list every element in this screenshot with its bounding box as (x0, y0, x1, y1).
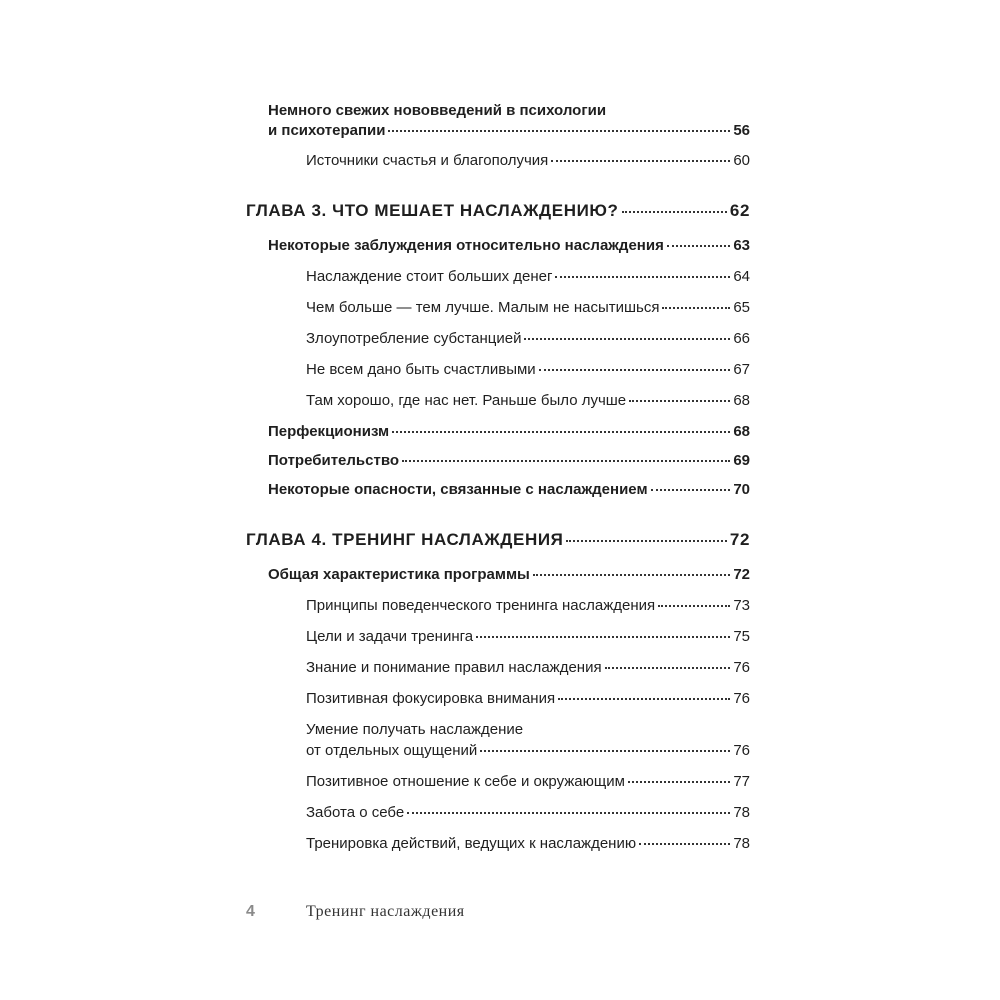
toc-entry (306, 392, 750, 410)
toc-entry (306, 268, 750, 286)
toc-entry-title: Позитивная фокусировка внимания (306, 690, 556, 707)
chapter-title: ГЛАВА 4. ТРЕНИНГ НАСЛАЖДЕНИЯ (246, 530, 564, 549)
toc-page-number: 66 (733, 330, 750, 347)
toc-page-number: 60 (733, 152, 750, 169)
toc-entry (306, 835, 750, 853)
dot-leader (551, 160, 730, 162)
dot-leader (539, 369, 731, 371)
dot-leader (629, 400, 730, 402)
footer-book-title: Тренинг наслаждения (306, 903, 465, 920)
toc-entry (268, 566, 750, 584)
toc-page-number: 69 (733, 452, 750, 469)
toc-entry (268, 423, 750, 441)
toc-page-number: 77 (733, 773, 750, 790)
toc-page-number: 68 (733, 392, 750, 409)
toc-entry-title: Источники счастья и благополучия (306, 152, 549, 169)
toc-entry (306, 773, 750, 791)
toc-entry-title: Некоторые опасности, связанные с наслаждением (268, 481, 648, 498)
toc-page-number: 56 (733, 122, 750, 139)
toc-entry-title: и психотерапии (268, 122, 386, 139)
toc-page-number: 63 (733, 237, 750, 254)
toc-entry-title: Наслаждение стоит больших денег (306, 268, 553, 285)
dot-leader (658, 605, 730, 607)
toc-entry (268, 481, 750, 499)
toc-page-number: 78 (733, 835, 750, 852)
chapter-title: ГЛАВА 3. ЧТО МЕШАЕТ НАСЛАЖДЕНИЮ? (246, 201, 619, 220)
toc-entry (306, 330, 750, 348)
toc-entry-title: Некоторые заблуждения относительно наслаждения (268, 237, 664, 254)
toc-entry-title: Тренировка действий, ведущих к наслаждению (306, 835, 637, 852)
toc-entry-title: Принципы поведенческого тренинга наслаждения (306, 597, 656, 614)
toc-entry (268, 237, 750, 255)
toc-entry (306, 628, 750, 646)
toc-entry-title: Злоупотребление субстанцией (306, 330, 522, 347)
dot-leader (476, 636, 730, 638)
toc-entry (306, 152, 750, 170)
toc-entry-title: Знание и понимание правил наслаждения (306, 659, 602, 676)
toc-entry (306, 690, 750, 708)
toc-entry (306, 659, 750, 677)
toc-page-number: 67 (733, 361, 750, 378)
toc-entry (306, 804, 750, 822)
toc-entry-title: Там хорошо, где нас нет. Раньше было лучше (306, 392, 627, 409)
chapter-heading (246, 202, 750, 220)
dot-leader (622, 211, 727, 213)
toc-entry-title: Чем больше — тем лучше. Малым не насытишься (306, 299, 660, 316)
toc-page-number: 76 (733, 690, 750, 707)
dot-leader (628, 781, 730, 783)
dot-leader (667, 245, 730, 247)
toc-page-number: 75 (733, 628, 750, 645)
toc-page-number: 76 (733, 659, 750, 676)
toc-page-number: 78 (733, 804, 750, 821)
toc-page-number: 70 (733, 481, 750, 498)
toc-page-number: 72 (729, 530, 750, 549)
toc-entry-title: Немного свежих нововведений в психологии (268, 102, 607, 119)
toc-page-number: 64 (733, 268, 750, 285)
toc-entry (306, 742, 750, 760)
toc-page-number: 68 (733, 423, 750, 440)
dot-leader (651, 489, 731, 491)
dot-leader (605, 667, 731, 669)
toc-entry-line (268, 102, 606, 120)
footer-page-number: 4 (246, 903, 255, 920)
toc-entry (306, 299, 750, 317)
toc-entry-title: Общая характеристика программы (268, 566, 530, 583)
toc-entry (268, 122, 750, 140)
dot-leader (533, 574, 730, 576)
dot-leader (662, 307, 730, 309)
toc-entry (306, 361, 750, 379)
chapter-heading (246, 531, 750, 549)
toc-entry-title: Перфекционизм (268, 423, 390, 440)
toc-page-number: 76 (733, 742, 750, 759)
dot-leader (639, 843, 730, 845)
dot-leader (480, 750, 730, 752)
toc-entry-title: Забота о себе (306, 804, 405, 821)
toc-entry-title: Не всем дано быть счастливыми (306, 361, 536, 378)
toc-page-number: 73 (733, 597, 750, 614)
dot-leader (524, 338, 730, 340)
toc-entry (268, 452, 750, 470)
toc-entry (306, 597, 750, 615)
toc-page-number: 62 (729, 201, 750, 220)
dot-leader (388, 130, 730, 132)
dot-leader (392, 431, 730, 433)
dot-leader (402, 460, 730, 462)
dot-leader (555, 276, 730, 278)
toc-entry-title: Умение получать наслаждение (306, 721, 524, 738)
toc-entry-title: от отдельных ощущений (306, 742, 478, 759)
toc-page-number: 65 (733, 299, 750, 316)
dot-leader (407, 812, 730, 814)
dot-leader (558, 698, 730, 700)
toc-entry-title: Позитивное отношение к себе и окружающим (306, 773, 625, 790)
toc-entry-line (306, 721, 523, 739)
dot-leader (566, 540, 726, 542)
toc-page-number: 72 (733, 566, 750, 583)
toc-entry-title: Цели и задачи тренинга (306, 628, 474, 645)
toc-entry-title: Потребительство (268, 452, 400, 469)
